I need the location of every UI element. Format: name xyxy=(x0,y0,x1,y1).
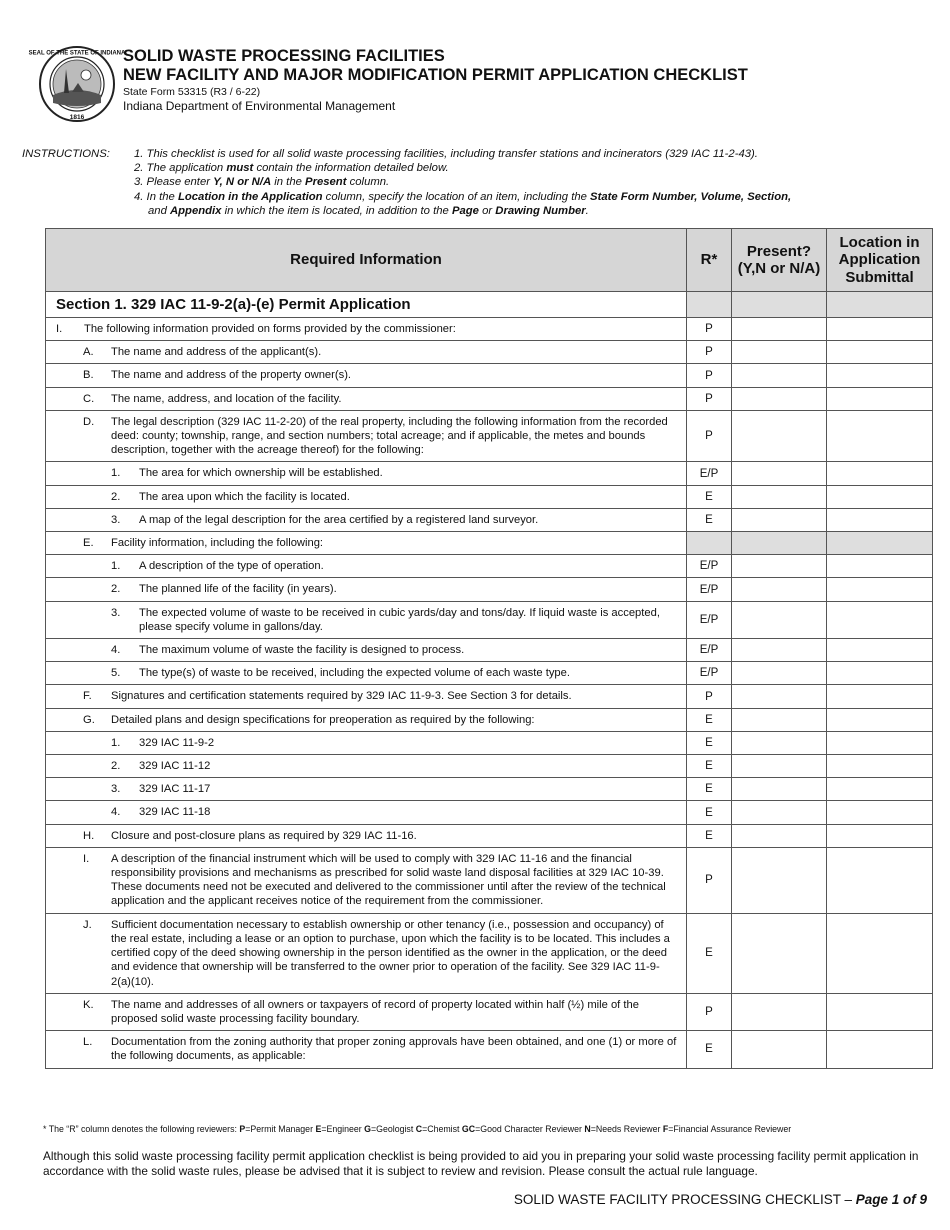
location-input[interactable] xyxy=(827,601,933,638)
present-input[interactable] xyxy=(732,508,827,531)
location-input[interactable] xyxy=(827,555,933,578)
table-row xyxy=(46,387,933,410)
item-text: Signatures and certification statements required by 329 IAC 11-9-3. See Section 3 for details. xyxy=(111,690,572,703)
reviewer-code: P xyxy=(687,410,732,462)
item-text: A map of the legal description for the area certified by a registered land surveyor. xyxy=(139,513,539,526)
location-input[interactable] xyxy=(827,639,933,662)
instruction-4-continued: and Appendix in which the item is located, in addition to the Page or Drawing Number. xyxy=(148,204,589,217)
location-input[interactable] xyxy=(827,1031,933,1068)
present-input[interactable] xyxy=(732,685,827,708)
state-form-number: State Form 53315 (R3 / 6-22) xyxy=(123,86,261,98)
item-marker: 3. xyxy=(111,513,121,526)
reviewer-code: E xyxy=(687,1031,732,1068)
item-marker: 2. xyxy=(111,760,121,773)
table-row xyxy=(46,532,933,555)
reviewer-code: E xyxy=(687,801,732,824)
reviewer-code: E/P xyxy=(687,601,732,638)
present-input[interactable] xyxy=(732,578,827,601)
reviewer-code: P xyxy=(687,364,732,387)
location-input[interactable] xyxy=(827,731,933,754)
present-input[interactable] xyxy=(732,485,827,508)
table-row xyxy=(46,341,933,364)
page-number: Page 1 of 9 xyxy=(855,1192,927,1207)
table-row xyxy=(46,662,933,685)
present-input[interactable] xyxy=(732,462,827,485)
form-title-line2: NEW FACILITY AND MAJOR MODIFICATION PERMIT APPLICATION CHECKLIST xyxy=(123,66,748,84)
reviewer-code: P xyxy=(687,318,732,341)
item-marker: C. xyxy=(83,392,95,405)
location-input[interactable] xyxy=(827,847,933,913)
item-text: The name and address of the property owner(s). xyxy=(111,369,352,382)
item-marker: 4. xyxy=(111,806,121,819)
present-input[interactable] xyxy=(732,318,827,341)
item-marker: 4. xyxy=(111,644,121,657)
form-header xyxy=(123,47,748,113)
location-input[interactable] xyxy=(827,824,933,847)
item-text: The legal description (329 IAC 11-2-20) of the real property, including the following information from the recorded deed: county; township, range, and section numbers; total acreage; and if applicable, the metes and bounds description, together with the acreage thereof) for the following: xyxy=(111,415,668,457)
item-text: A description of the type of operation. xyxy=(139,560,324,573)
item-marker: F. xyxy=(83,690,92,703)
present-input[interactable] xyxy=(732,778,827,801)
present-input[interactable] xyxy=(732,555,827,578)
reviewer-legend: * The “R” column denotes the following reviewers: P=Permit Manager E=Engineer G=Geologist C=Chemist GC=Good Character Reviewer N=Needs Reviewer F=Financial Assurance Reviewer xyxy=(43,1124,792,1134)
table-header xyxy=(46,229,933,292)
location-input[interactable] xyxy=(827,662,933,685)
item-marker: I. xyxy=(83,852,90,865)
present-input[interactable] xyxy=(732,847,827,913)
present-input[interactable] xyxy=(732,1031,827,1068)
location-input[interactable] xyxy=(827,318,933,341)
item-text: The name and addresses of all owners or taxpayers of record of property located within half (½) mile of the proposed solid waste processing facility boundary. xyxy=(111,998,639,1025)
reviewer-code: P xyxy=(687,341,732,364)
table-row xyxy=(46,801,933,824)
table-row xyxy=(46,410,933,462)
reviewer-code: E/P xyxy=(687,639,732,662)
instruction-1: 1. This checklist is used for all solid waste processing facilities, including transfer stations and incinerators (329 IAC 11-2-43). xyxy=(134,148,758,160)
item-marker: 5. xyxy=(111,667,121,680)
instructions-label: INSTRUCTIONS: xyxy=(22,148,110,160)
reviewer-code: E xyxy=(687,485,732,508)
table-row xyxy=(46,318,933,341)
item-text: The planned life of the facility (in years). xyxy=(139,583,337,596)
table-row xyxy=(46,364,933,387)
department-name: Indiana Department of Environmental Management xyxy=(123,99,396,113)
table-row xyxy=(46,555,933,578)
item-text: The following information provided on forms provided by the commissioner: xyxy=(84,323,456,335)
table-row xyxy=(46,508,933,531)
item-text: Closure and post-closure plans as required by 329 IAC 11-16. xyxy=(111,829,417,842)
item-marker: K. xyxy=(83,998,94,1011)
table-row xyxy=(46,1031,933,1068)
location-input[interactable] xyxy=(827,778,933,801)
present-input[interactable] xyxy=(732,708,827,731)
table-row xyxy=(46,778,933,801)
item-text: 329 IAC 11-9-2 xyxy=(139,736,215,749)
reviewer-code: P xyxy=(687,387,732,410)
item-text: The area upon which the facility is located. xyxy=(139,490,350,503)
item-text: A description of the financial instrument which will be used to comply with 329 IAC 11-16 and the financial responsibility provisions and mechanisms as prescribed for solid waste land disposal facilities at 329 IAC 10-39. These documents need not be executed and delivered to the commissioner until after the review of the technical application and the applicant receives notice of the requirement from the commissioner. xyxy=(111,852,666,908)
table-row xyxy=(46,993,933,1030)
present-input[interactable] xyxy=(732,993,827,1030)
reviewer-code: E xyxy=(687,755,732,778)
table-row xyxy=(46,601,933,638)
item-text: Detailed plans and design specifications for preoperation as required by the following: xyxy=(111,713,535,726)
item-marker: D. xyxy=(83,415,95,428)
item-marker: 2. xyxy=(111,490,121,503)
seal-year: 1816 xyxy=(69,114,85,121)
item-text: 329 IAC 11-17 xyxy=(139,783,211,796)
section-title: Section 1. 329 IAC 11-9-2(a)-(e) Permit Application xyxy=(46,292,687,318)
table-row xyxy=(46,485,933,508)
present-input[interactable] xyxy=(732,824,827,847)
present-input[interactable] xyxy=(732,639,827,662)
present-input[interactable] xyxy=(732,410,827,462)
table-row xyxy=(46,913,933,993)
reviewer-code: E/P xyxy=(687,462,732,485)
present-input xyxy=(732,532,827,555)
table-row xyxy=(46,639,933,662)
item-text: The expected volume of waste to be received in cubic yards/day and tons/day. If liquid waste is accepted, please specify volume in gallons/day. xyxy=(139,606,660,633)
item-text: Sufficient documentation necessary to establish ownership or other tenancy (i.e., possession and occupancy) of the real estate, including a lease or an option to purchase, upon which the facility is to be located. This includes a certified copy of the deed showing ownership in the person identified as the owner in the application, or the deed and evidence that ownership will be transferred to the owner prior to operation of the facility. See 329 IAC 11-9-2(a)(10). xyxy=(111,918,670,988)
table-row xyxy=(46,685,933,708)
location-input[interactable] xyxy=(827,801,933,824)
reviewer-code: E xyxy=(687,508,732,531)
location-input[interactable] xyxy=(827,485,933,508)
reviewer-code: P xyxy=(687,847,732,913)
table-row xyxy=(46,824,933,847)
location-input[interactable] xyxy=(827,993,933,1030)
reviewer-code: E/P xyxy=(687,555,732,578)
location-input[interactable] xyxy=(827,508,933,531)
item-text: The name and address of the applicant(s). xyxy=(111,346,322,359)
col-reviewer: R* xyxy=(687,229,732,292)
reviewer-code: E/P xyxy=(687,578,732,601)
present-input[interactable] xyxy=(732,801,827,824)
reviewer-code: E xyxy=(687,778,732,801)
location-input[interactable] xyxy=(827,708,933,731)
reviewer-code: P xyxy=(687,993,732,1030)
reviewer-code: E xyxy=(687,913,732,993)
reviewer-code: E xyxy=(687,731,732,754)
item-marker: B. xyxy=(83,369,94,382)
instruction-2: 2. The application must contain the information detailed below. xyxy=(134,162,449,175)
reviewer-code: E xyxy=(687,824,732,847)
item-marker: 3. xyxy=(111,606,121,619)
item-marker: 2. xyxy=(111,583,121,596)
location-input[interactable] xyxy=(827,913,933,993)
item-text: The area for which ownership will be established. xyxy=(139,467,383,480)
item-marker: 1. xyxy=(111,736,121,749)
item-marker: H. xyxy=(83,829,95,842)
item-text: The maximum volume of waste the facility is designed to process. xyxy=(139,644,465,657)
form-title-line1: SOLID WASTE PROCESSING FACILITIES xyxy=(123,47,445,65)
col-present: Present? (Y,N or N/A) xyxy=(732,229,827,292)
location-input[interactable] xyxy=(827,685,933,708)
item-marker: I. xyxy=(56,323,63,335)
instruction-4: 4. In the Location in the Application column, specify the location of an item, including the State Form Number, Volume, Section, xyxy=(134,190,792,203)
present-input[interactable] xyxy=(732,387,827,410)
item-marker: 1. xyxy=(111,560,121,573)
reviewer-code: E/P xyxy=(687,662,732,685)
item-marker: 1. xyxy=(111,467,121,480)
item-marker: 3. xyxy=(111,783,121,796)
item-text: Facility information, including the following: xyxy=(111,537,324,550)
location-input[interactable] xyxy=(827,364,933,387)
location-input[interactable] xyxy=(827,387,933,410)
location-input[interactable] xyxy=(827,462,933,485)
table-row xyxy=(46,731,933,754)
location-input[interactable] xyxy=(827,755,933,778)
location-input xyxy=(827,532,933,555)
item-text: 329 IAC 11-18 xyxy=(139,806,211,819)
item-text: The name, address, and location of the facility. xyxy=(111,392,342,405)
checklist-table xyxy=(45,228,933,1069)
table-row xyxy=(46,462,933,485)
table-row xyxy=(46,708,933,731)
item-marker: J. xyxy=(83,918,92,931)
seal-text: SEAL OF THE STATE OF INDIANA xyxy=(28,50,126,57)
item-marker: L. xyxy=(83,1036,93,1049)
present-input[interactable] xyxy=(732,341,827,364)
present-input[interactable] xyxy=(732,601,827,638)
table-row xyxy=(46,755,933,778)
page-footer: SOLID WASTE FACILITY PROCESSING CHECKLIST – Page 1 of 9 xyxy=(513,1192,927,1207)
item-marker: A. xyxy=(83,346,94,359)
location-input[interactable] xyxy=(827,410,933,462)
item-marker: E. xyxy=(83,537,94,550)
section-row xyxy=(46,292,933,318)
item-text: Documentation from the zoning authority that proper zoning approvals have been obtained, and one (1) or more of the following documents, as applicable: xyxy=(111,1036,677,1063)
item-marker: G. xyxy=(83,713,95,726)
table-row xyxy=(46,578,933,601)
col-location: Location in Application Submittal xyxy=(827,229,933,292)
present-input[interactable] xyxy=(732,364,827,387)
reviewer-code xyxy=(687,532,732,555)
state-seal-icon xyxy=(28,45,126,123)
col-required-information: Required Information xyxy=(46,229,687,292)
table-row xyxy=(46,847,933,913)
present-input[interactable] xyxy=(732,913,827,993)
item-text: 329 IAC 11-12 xyxy=(139,760,211,773)
location-input[interactable] xyxy=(827,341,933,364)
item-text: The type(s) of waste to be received, including the expected volume of each waste type. xyxy=(139,667,570,680)
disclaimer: Although this solid waste processing facility permit application checklist is being provided to aid you in preparing your solid waste processing facility permit application in accordance with the solid waste rules, please be advised that it is subject to review and revision. Please consult the actual rule language. xyxy=(43,1149,919,1178)
reviewer-code: E xyxy=(687,708,732,731)
instruction-3: 3. Please enter Y, N or N/A in the Present column. xyxy=(134,176,390,189)
location-input[interactable] xyxy=(827,578,933,601)
present-input[interactable] xyxy=(732,731,827,754)
present-input[interactable] xyxy=(732,662,827,685)
reviewer-code: P xyxy=(687,685,732,708)
present-input[interactable] xyxy=(732,755,827,778)
